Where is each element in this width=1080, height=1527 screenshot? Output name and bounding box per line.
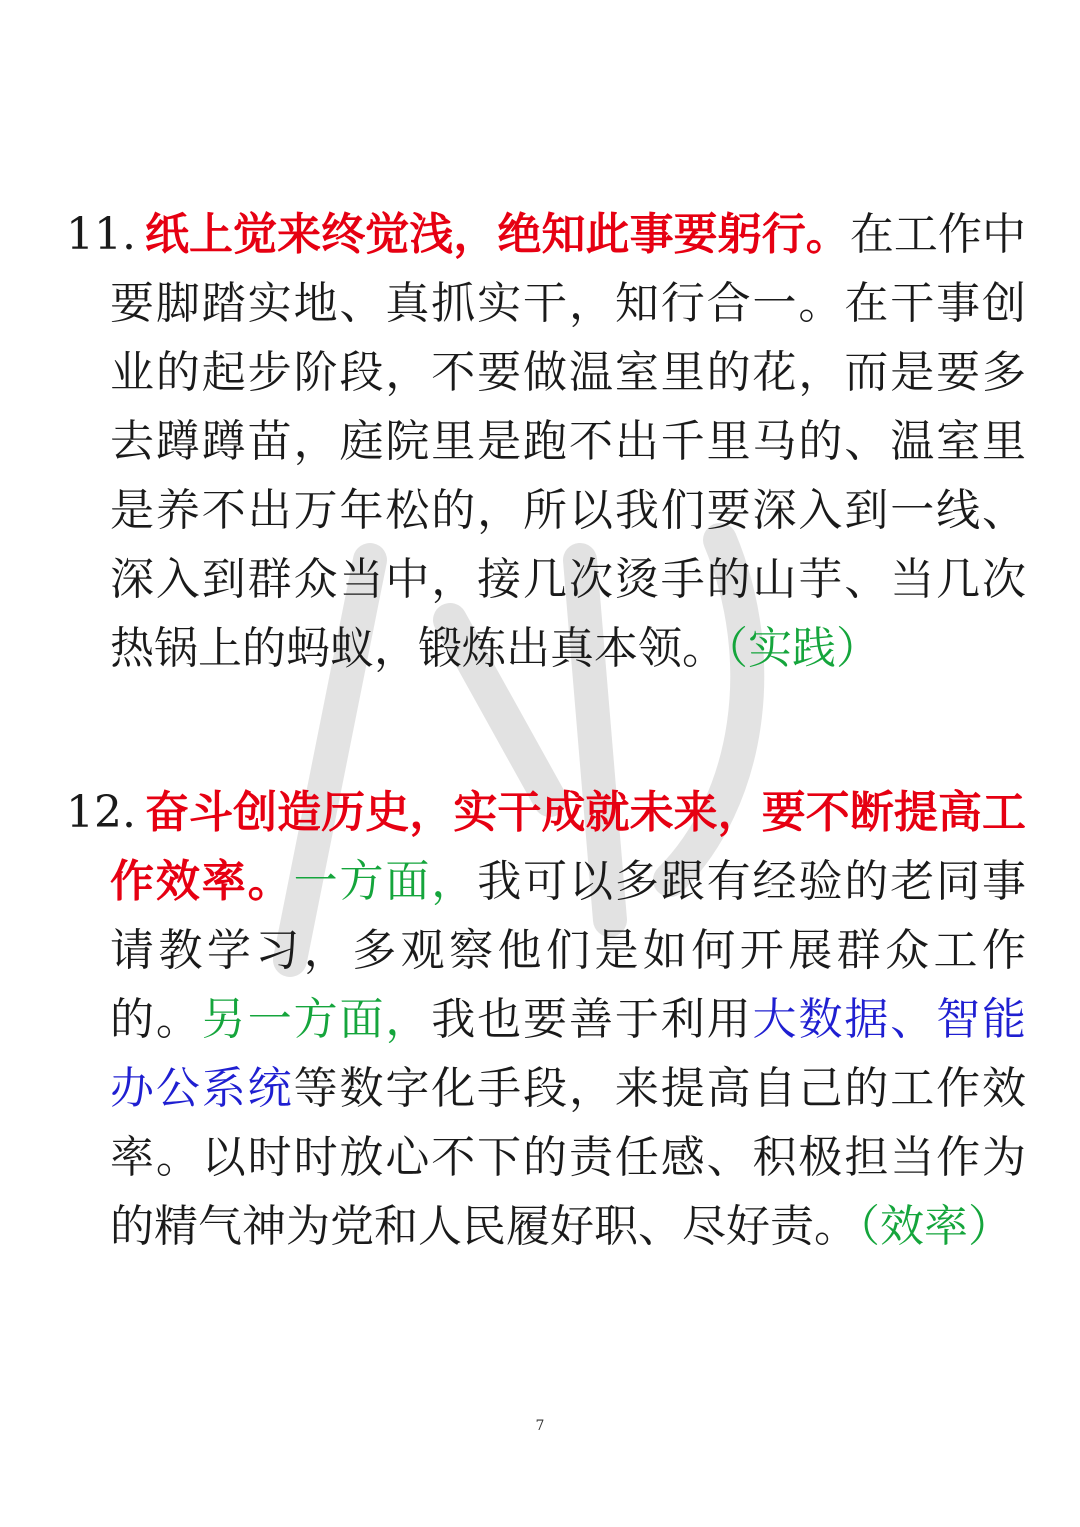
entry-body: 我也要善于利用 (431, 994, 753, 1045)
entry-paragraph (110, 778, 1026, 1261)
entry-body: 等数字化手段，来提高自己的工作效率。以时时放心不下的责任感、积极担当作为的精气神为党和人民履好职、尽好责。 (110, 1063, 1027, 1252)
highlight-tools: 大数据、智能办公系统 (110, 994, 1027, 1114)
entry-11 (66, 200, 1026, 683)
first-aspect-label: 一方面， (293, 856, 478, 907)
entry-number: 11. (66, 209, 136, 260)
entry-body: 我可以多跟有经验的老同事请教学习，多观察他们是如何开展群众工作的。 (110, 856, 1027, 1045)
entry-tag: （实践） (726, 623, 880, 674)
page-number: 7 (535, 1418, 545, 1434)
entry-paragraph (110, 200, 1026, 683)
entry-heading: 奋斗创造历史，实干成就未来，要不断提高工作效率。 (110, 787, 1026, 907)
entry-heading: 纸上觉来终觉浅，绝知此事要躬行。 (145, 209, 850, 260)
entry-body: 在工作中要脚踏实地、真抓实干，知行合一。在干事创业的起步阶段，不要做温室里的花，而是要多去蹲蹲苗，庭院里是跑不出千里马的、温室里是养不出万年松的，所以我们要深入到一线、深入到群众当中，接几次烫手的山芋、当几次热锅上的蚂蚁，锻炼出真本领。 (110, 209, 1027, 674)
entry-tag: （效率） (858, 1201, 1012, 1252)
entry-12 (66, 778, 1026, 1261)
entry-number: 12. (66, 787, 136, 838)
second-aspect-label: 另一方面， (201, 994, 432, 1045)
